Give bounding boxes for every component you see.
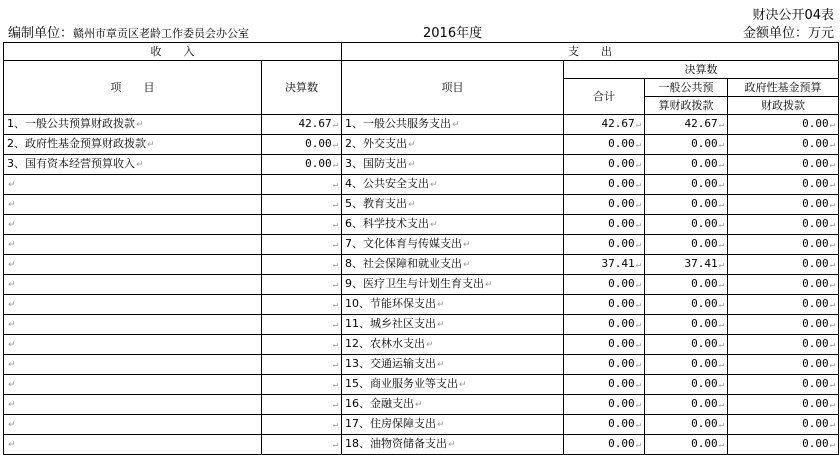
income-amount-cell	[262, 295, 342, 315]
general-cell: 0.00 ↵	[645, 135, 728, 155]
fund-cell: 0.00 ↵	[728, 415, 839, 435]
expense-item-cell: 6、科学技术支出 ↵	[342, 215, 564, 235]
fund-cell: 0.00 ↵	[728, 195, 839, 215]
income-item-cell	[4, 195, 262, 215]
table-row	[4, 415, 839, 435]
fund-cell: 0.00 ↵	[728, 215, 839, 235]
expense-item-cell: 18、油物资储备支出 ↵	[342, 435, 564, 455]
expense-item-cell: 9、医疗卫生与计划生育支出 ↵	[342, 275, 564, 295]
income-amount-header: 决算数	[262, 61, 342, 115]
general-cell: 0.00 ↵	[645, 275, 728, 295]
fund-cell: 0.00 ↵	[728, 295, 839, 315]
fund-cell: 0.00 ↵	[728, 135, 839, 155]
expense-item-cell: 4、公共安全支出 ↵	[342, 175, 564, 195]
expense-item-cell: 13、交通运输支出 ↵	[342, 355, 564, 375]
fund-cell: 0.00 ↵	[728, 275, 839, 295]
fund-cell: 0.00 ↵	[728, 335, 839, 355]
income-amount-cell	[262, 375, 342, 395]
total-header: 合计	[564, 79, 645, 115]
total-cell: 0.00 ↵	[564, 335, 645, 355]
total-cell: 0.00 ↵	[564, 395, 645, 415]
income-item-cell	[4, 415, 262, 435]
total-cell: 0.00 ↵	[564, 355, 645, 375]
fund-header-b: 财政拨款	[728, 97, 839, 115]
income-amount-cell: 0.00 ↵	[262, 155, 342, 175]
table-row	[4, 435, 839, 455]
income-amount-cell	[262, 355, 342, 375]
total-cell: 0.00 ↵	[564, 375, 645, 395]
general-cell: 0.00 ↵	[645, 415, 728, 435]
income-item-cell: 2、政府性基金预算财政拨款 ↵	[4, 135, 262, 155]
fund-cell: 0.00 ↵	[728, 115, 839, 135]
general-cell: 42.67 ↵	[645, 115, 728, 135]
income-item-cell: 1、一般公共预算财政拨款 ↵	[4, 115, 262, 135]
income-amount-cell	[262, 275, 342, 295]
doc-code-text: 财决公开04表	[752, 8, 834, 23]
income-item-cell	[4, 215, 262, 235]
income-amount-cell	[262, 255, 342, 275]
income-amount-cell	[262, 335, 342, 355]
total-cell: 0.00 ↵	[564, 315, 645, 335]
total-cell: 0.00 ↵	[564, 155, 645, 175]
total-cell: 0.00 ↵	[564, 215, 645, 235]
report-year	[423, 22, 482, 41]
table-row	[4, 115, 839, 135]
expense-item-cell: 2、外交支出 ↵	[342, 135, 564, 155]
table-row	[4, 175, 839, 195]
income-item-cell	[4, 295, 262, 315]
income-amount-cell	[262, 235, 342, 255]
header-row-2	[4, 61, 839, 79]
expense-amount-header: 决算数	[564, 61, 839, 79]
income-amount-cell	[262, 415, 342, 435]
header-row-1	[4, 43, 839, 61]
doc-code	[752, 4, 834, 23]
income-item-cell	[4, 175, 262, 195]
income-item-cell: 3、国有资本经营预算收入 ↵	[4, 155, 262, 175]
fund-cell: 0.00 ↵	[728, 315, 839, 335]
general-cell: 0.00 ↵	[645, 155, 728, 175]
income-item-cell	[4, 335, 262, 355]
fund-cell: 0.00 ↵	[728, 155, 839, 175]
general-cell: 0.00 ↵	[645, 235, 728, 255]
income-header: 收 入	[4, 43, 342, 61]
total-cell: 0.00 ↵	[564, 435, 645, 455]
org-label: 编制单位：	[8, 26, 74, 41]
income-amount-cell	[262, 435, 342, 455]
org-name: 赣州市章贡区老龄工作委员会办公室	[73, 27, 250, 40]
income-item-cell	[4, 315, 262, 335]
total-cell: 0.00 ↵	[564, 295, 645, 315]
expense-item-cell: 15、商业服务业等支出 ↵	[342, 375, 564, 395]
table-row	[4, 215, 839, 235]
income-amount-cell	[262, 215, 342, 235]
table-row	[4, 395, 839, 415]
expense-header: 支 出	[342, 43, 839, 61]
income-item-header: 项 目	[4, 61, 262, 115]
expense-item-cell: 7、文化体育与传媒支出 ↵	[342, 235, 564, 255]
general-cell: 0.00 ↵	[645, 355, 728, 375]
expense-item-cell: 12、农林水支出 ↵	[342, 335, 564, 355]
unit-text: 金额单位：万元	[742, 26, 834, 41]
expense-item-header: 项目	[342, 61, 564, 115]
fund-cell: 0.00 ↵	[728, 235, 839, 255]
general-header-b: 算财政拨款	[645, 97, 728, 115]
fund-cell: 0.00 ↵	[728, 255, 839, 275]
total-cell: 0.00 ↵	[564, 195, 645, 215]
total-cell: 37.41 ↵	[564, 255, 645, 275]
unit-label	[743, 22, 834, 41]
fund-cell: 0.00 ↵	[728, 395, 839, 415]
fund-cell: 0.00 ↵	[728, 175, 839, 195]
general-cell: 0.00 ↵	[645, 295, 728, 315]
general-cell: 0.00 ↵	[645, 315, 728, 335]
fund-cell: 0.00 ↵	[728, 355, 839, 375]
table-row	[4, 375, 839, 395]
expense-item-cell: 16、金融支出 ↵	[342, 395, 564, 415]
total-cell: 42.67 ↵	[564, 115, 645, 135]
income-item-cell	[4, 395, 262, 415]
expense-item-cell: 10、节能环保支出 ↵	[342, 295, 564, 315]
income-item-cell	[4, 375, 262, 395]
expense-item-cell: 3、国防支出 ↵	[342, 155, 564, 175]
income-amount-cell: 0.00 ↵	[262, 135, 342, 155]
fund-cell: 0.00 ↵	[728, 435, 839, 455]
table-row	[4, 135, 839, 155]
total-cell: 0.00 ↵	[564, 235, 645, 255]
general-cell: 0.00 ↵	[645, 395, 728, 415]
income-amount-cell	[262, 195, 342, 215]
fund-header-a: 政府性基金预算	[728, 79, 839, 97]
table-row	[4, 315, 839, 335]
general-cell: 0.00 ↵	[645, 335, 728, 355]
expense-item-cell: 5、教育支出 ↵	[342, 195, 564, 215]
income-item-cell	[4, 255, 262, 275]
table-row	[4, 235, 839, 255]
total-cell: 0.00 ↵	[564, 415, 645, 435]
general-cell: 0.00 ↵	[645, 215, 728, 235]
income-item-cell	[4, 275, 262, 295]
total-cell: 0.00 ↵	[564, 175, 645, 195]
general-cell: 0.00 ↵	[645, 195, 728, 215]
income-item-cell	[4, 435, 262, 455]
income-amount-cell	[262, 395, 342, 415]
table-row	[4, 355, 839, 375]
general-cell: 0.00 ↵	[645, 375, 728, 395]
final-accounts-table	[3, 42, 839, 455]
table-row	[4, 195, 839, 215]
expense-item-cell: 11、城乡社区支出 ↵	[342, 315, 564, 335]
income-amount-cell	[262, 315, 342, 335]
expense-item-cell: 1、一般公共服务支出 ↵	[342, 115, 564, 135]
general-header-a: 一般公共预	[645, 79, 728, 97]
year-text: 2016年度	[423, 26, 483, 41]
total-cell: 0.00 ↵	[564, 275, 645, 295]
table-row	[4, 255, 839, 275]
fund-cell: 0.00 ↵	[728, 375, 839, 395]
general-cell: 0.00 ↵	[645, 175, 728, 195]
income-item-cell	[4, 355, 262, 375]
general-cell: 0.00 ↵	[645, 435, 728, 455]
table-row	[4, 295, 839, 315]
income-amount-cell: 42.67 ↵	[262, 115, 342, 135]
table-row	[4, 335, 839, 355]
income-amount-cell	[262, 175, 342, 195]
org-line	[8, 22, 249, 41]
income-item-cell	[4, 235, 262, 255]
total-cell: 0.00 ↵	[564, 135, 645, 155]
expense-item-cell: 8、社会保障和就业支出 ↵	[342, 255, 564, 275]
expense-item-cell: 17、住房保障支出 ↵	[342, 415, 564, 435]
table-row	[4, 275, 839, 295]
general-cell: 37.41 ↵	[645, 255, 728, 275]
table-row	[4, 155, 839, 175]
